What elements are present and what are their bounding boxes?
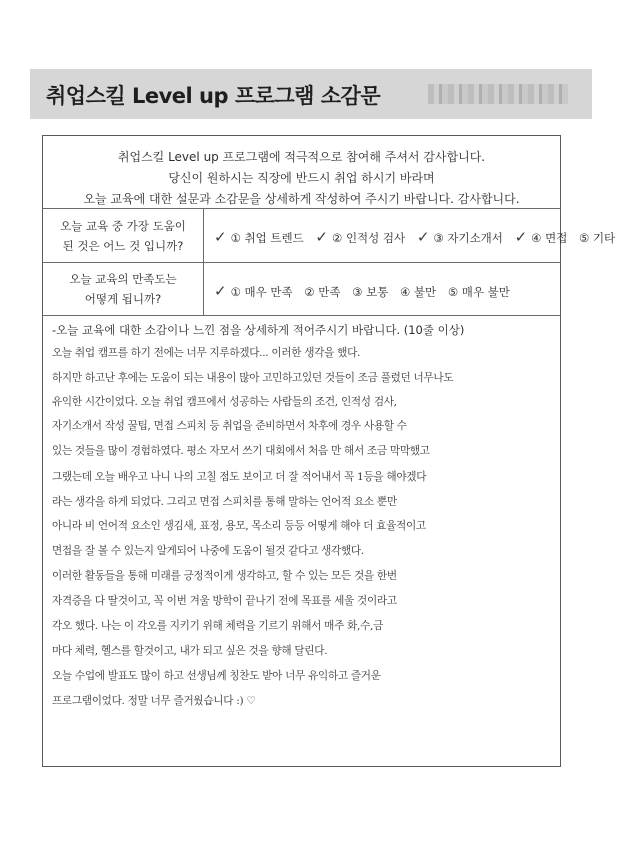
handwritten-line: 오늘 취업 캠프를 하기 전에는 너무 지루하겠다... 이러한 생각을 했다. [52,347,361,359]
handwritten-line: 오늘 수업에 발표도 많이 하고 선생님께 칭찬도 받아 너무 유익하고 즐거운 [52,670,381,682]
document-title: 취업스킬 Level up 프로그램 소감문 [46,84,381,108]
handwritten-line: 그랬는데 오늘 배우고 나니 나의 고칠 점도 보이고 더 잘 적어내서 꼭 1등을 해야겠다 [52,471,427,483]
comment-prompt: -오늘 교육에 대한 소감이나 느낀 점을 상세하게 적어주시기 바랍니다. (10줄 이상) [52,323,465,337]
option-checkbox[interactable]: ✓ ④ 면접 [514,228,568,246]
handwritten-line: 이러한 활동들을 통해 미래를 긍정적이게 생각하고, 할 수 있는 모든 것을 한번 [52,570,397,582]
option-checkbox[interactable]: ④ 불만 [399,285,437,299]
handwritten-line: 아니라 비 언어적 요소인 생김새, 표정, 용모, 목소리 등등 어떻게 해야 더 효율적이고 [52,520,426,532]
question-1-options [214,228,623,246]
question-2-label [46,269,200,309]
option-checkbox[interactable]: ② 만족 [304,285,341,299]
checkmark-icon: ✓ [214,228,227,246]
handwritten-line: 라는 생각을 하게 되었다. 그리고 면접 스피치를 통해 말하는 언어적 요소 뿐만 [52,496,397,508]
question-1-line-1: 오늘 교육 중 가장 도움이 [60,219,186,233]
checkmark-icon: ✓ [514,228,528,246]
handwritten-line: 프로그램이었다. 정말 너무 즐거웠습니다 :) ♡ [52,695,256,707]
question-2-line-1: 오늘 교육의 만족도는 [69,272,177,286]
handwritten-line: 있는 것들을 많이 경험하였다. 평소 자모서 쓰기 대회에서 처음 만 해서 조금 막막했고 [52,445,430,457]
option-checkbox[interactable]: ③ 보통 [352,285,389,299]
table-divider [42,262,561,263]
intro-line-1: 취업스킬 Level up 프로그램에 적극적으로 참여해 주셔서 감사합니다. [117,150,486,164]
option-checkbox[interactable]: ✓ ② 인적성 검사 [315,228,406,246]
checkmark-icon: ✓ [214,282,227,300]
table-column-divider [203,208,204,315]
handwritten-line: 자격증을 다 딸것이고, 꼭 이번 겨울 방학이 끝나기 전에 목표를 세울 것이라고 [52,595,397,607]
question-1-line-2: 된 것은 어느 것 입니까? [62,239,184,253]
option-checkbox[interactable]: ✓ ③ 자기소개서 [416,228,503,246]
table-divider [42,315,561,316]
handwritten-line: 자기소개서 작성 꿀팁, 면접 스피치 등 취업을 준비하면서 차후에 경우 사용할 수 [52,420,407,432]
question-1-label [46,216,200,256]
table-divider [42,208,561,209]
option-checkbox[interactable]: ✓ ① 매우 만족 [214,282,293,300]
question-2-line-2: 어떻게 됩니까? [84,292,162,306]
checkmark-icon: ✓ [315,228,328,246]
handwritten-line: 면접을 잘 볼 수 있는지 알게되어 나중에 도움이 될것 같다고 생각했다. [52,545,364,557]
handwritten-line: 각오 했다. 나는 이 각오를 지키기 위해 체력을 기르기 위해서 매주 화,수,금 [52,620,384,632]
handwritten-line: 마다 체력, 헬스를 할것이고, 내가 되고 싶은 것을 향해 달린다. [52,645,328,657]
redacted-name [428,84,568,104]
option-checkbox[interactable]: ⑤ 매우 불만 [447,285,510,299]
handwritten-line: 유익한 시간이었다. 오늘 취업 캠프에서 성공하는 사람들의 조건, 인적성 검사, [52,396,397,408]
intro-line-2: 당신이 원하시는 직장에 반드시 취업 하시기 바라며 [168,171,435,185]
intro-line-3: 오늘 교육에 대한 설문과 소감문을 상세하게 작성하여 주시기 바랍니다. 감사합니다. [83,192,520,206]
question-2-options [214,282,518,300]
handwritten-line: 하지만 하고난 후에는 도움이 되는 내용이 많아 고민하고있던 것들이 조금 풀렸던 너무나도 [52,372,454,384]
option-checkbox[interactable]: ⑤ 기타 [578,231,616,245]
option-checkbox[interactable]: ✓ ① 취업 트렌드 [214,228,304,246]
checkmark-icon: ✓ [416,228,430,246]
